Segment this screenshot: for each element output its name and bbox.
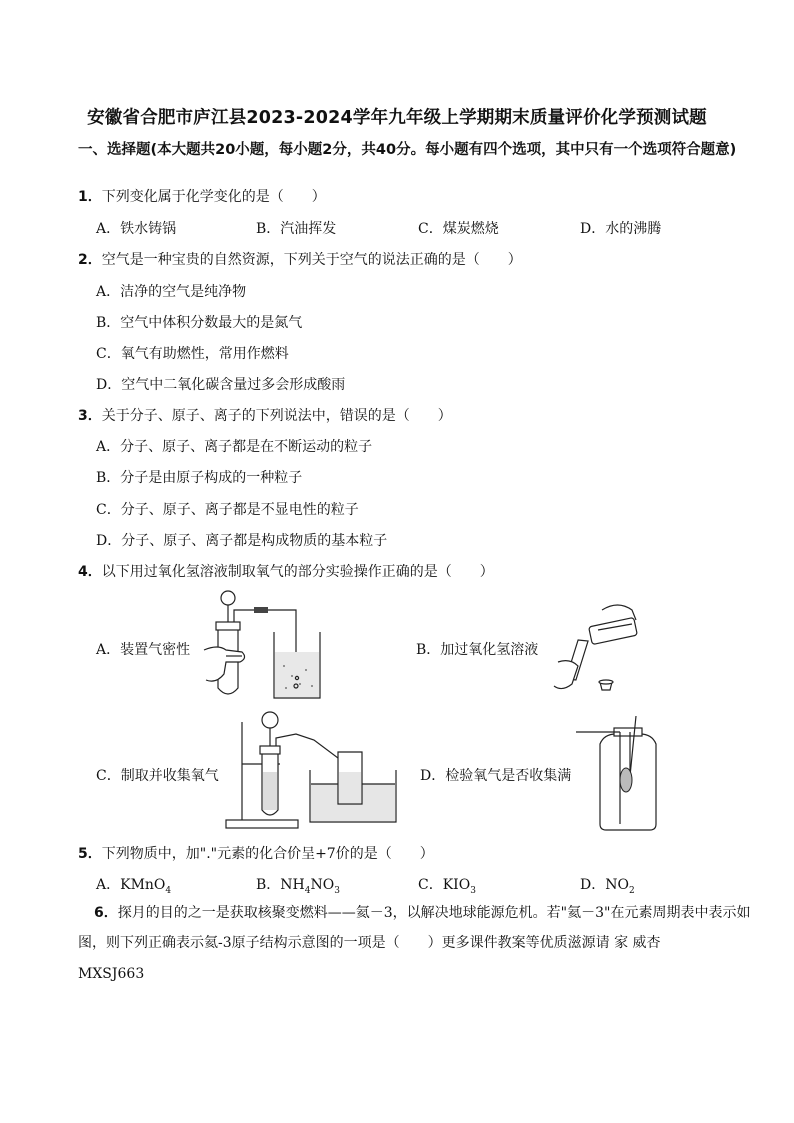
option-d: D．检验氧气是否收集满 <box>420 768 572 784</box>
gas-bottle-figure <box>586 714 666 832</box>
question-1 <box>78 186 326 206</box>
option-a: A．洁净的空气是纯净物 <box>96 284 247 300</box>
question-number: 1． <box>78 189 102 205</box>
option-d: D．空气中二氧化碳含量过多会形成酸雨 <box>96 377 346 393</box>
question-stem: 空气是一种宝贵的自然资源，下列关于空气的说法正确的是（ ） <box>101 252 522 268</box>
question-stem: 关于分子、原子、离子的下列说法中，错误的是（ ） <box>101 408 452 424</box>
option-a: A．分子、原子、离子都是在不断运动的粒子 <box>96 439 373 455</box>
option-d: D．分子、原子、离子都是构成物质的基本粒子 <box>96 533 388 549</box>
section-heading: 一、选择题(本大题共20小题，每小题2分，共40分。每小题有四个选项，其中只有一个选项符合题意) <box>78 142 737 158</box>
option-b: B．汽油挥发 <box>256 221 337 237</box>
option-c: C．制取并收集氧气 <box>96 768 219 784</box>
question-number: 5． <box>78 846 102 862</box>
question-stem: 下列变化属于化学变化的是（ ） <box>101 189 326 205</box>
question-number: 4． <box>78 564 102 580</box>
question-3 <box>78 405 452 425</box>
question-stem: 探月的目的之一是获取核聚变燃料——氦－3，以解决地球能源危机。若"氦－3"在元素周期表中表示如图，则下列正确表示氦-3原子结构示意图的一项是（ ）更多课件教案等优质滋源请 家 威杏 <box>78 905 751 951</box>
option-b: B．$NH_4NO_3$ <box>256 877 340 896</box>
question-number: 2． <box>78 252 102 268</box>
option-c: C．分子、原子、离子都是不显电性的粒子 <box>96 502 359 518</box>
question-stem: 下列物质中，加"."元素的化合价呈+7价的是（ ） <box>101 846 434 862</box>
option-b: B．空气中体积分数最大的是氮气 <box>96 315 303 331</box>
option-b: B．分子是由原子构成的一种粒子 <box>96 470 303 486</box>
option-b: B．加过氧化氢溶液 <box>416 642 539 658</box>
question-5 <box>78 843 434 863</box>
pouring-solution-figure <box>548 600 648 695</box>
option-a: A．装置气密性 <box>96 642 191 658</box>
question-number: 6． <box>94 905 118 921</box>
question-6 <box>78 898 758 958</box>
option-a: A．铁水铸锅 <box>96 221 177 237</box>
option-c: C．氧气有助燃性，常用作燃料 <box>96 346 289 362</box>
option-c: C．煤炭燃烧 <box>418 221 499 237</box>
question-4 <box>78 561 494 581</box>
airtightness-apparatus-figure <box>196 588 326 703</box>
question-6-tail: MXSJ663 <box>78 966 145 982</box>
option-a: A．KMnO$_4$ <box>96 877 172 896</box>
option-c: C．$KIO_3$ <box>418 877 476 896</box>
oxygen-generation-figure <box>222 712 402 832</box>
question-2 <box>78 249 522 269</box>
question-number: 3． <box>78 408 102 424</box>
option-d: D．水的沸腾 <box>580 221 662 237</box>
question-stem: 以下用过氧化氢溶液制取氧气的部分实验操作正确的是（ ） <box>101 564 494 580</box>
page-title: 安徽省合肥市庐江县2023-2024学年九年级上学期期末质量评价化学预测试题 <box>87 108 707 128</box>
option-d: D．$NO_2$ <box>580 877 635 896</box>
